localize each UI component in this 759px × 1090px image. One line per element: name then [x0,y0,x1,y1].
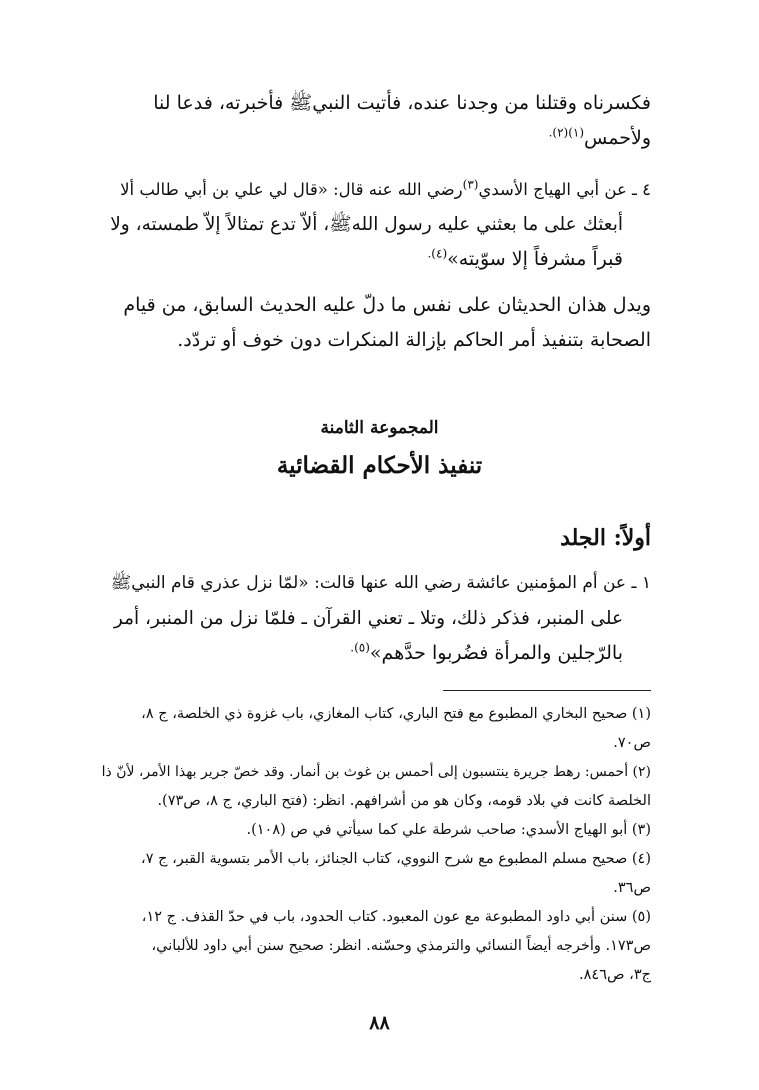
text-line: على المنبر، فذكر ذلك، وتلا ـ تعني القرآن ـ فلمّا نزل من المنبر، أمر [113,608,623,629]
group-title: المجموعة الثامنة [320,418,439,438]
text-fragment: قبراً مشرفاً إلا سوّيته» [447,248,623,270]
page-number: ٨٨ [369,1012,390,1034]
paragraph-hadith-continuation [106,86,651,156]
footnote-reference: (٤). [427,246,448,261]
footnotes-list [103,700,651,990]
text-line [106,121,651,156]
paragraph-hadith-1 [106,566,651,671]
text-fragment: رضي الله عنه قال: «قال لي علي بن أبي طالب ألا [120,180,463,199]
text-fragment: ولأحمس [584,127,651,149]
footnote [103,845,651,903]
footnote-line: (٤) صحيح مسلم المطبوع مع شرح النووي، كتاب الجنائز، باب الأمر بتسوية القبر، ج ٧، [141,851,651,867]
footnote [103,903,651,990]
footnote-line: ص١٧٣. وأخرجه أيضاً النسائي والترمذي وحسّنه. انظر: صحيح سنن أبي داود للألباني، [151,938,651,954]
footnote-line: (٣) أبو الهياج الأسدي: صاحب شرطة علي كما سيأتي في ص (١٠٨). [246,822,651,838]
footnote [103,758,651,816]
paragraph-commentary [106,288,651,358]
footnote-line: ص٣٦. [613,880,651,896]
footnote-line: (٢) أحمس: رهط جريرة ينتسبون إلى أحمس بن غوث بن أنمار. وقد خصّ جرير بهذا الأمر، لأنّ ذا [101,764,651,780]
footnote-line: الخلصة كانت في بلاد قومه، وكان هو من أشرافهم. انظر: (فتح الباري، ج ٨، ص٧٣). [157,793,651,809]
footnote-line: (١) صحيح البخاري المطبوع مع فتح الباري، كتاب المغازي، باب غزوة ذي الخلصة، ج ٨، [141,706,651,722]
footnote-separator [443,690,651,691]
text-fragment: بالرّجلين والمرأة فضُربوا حدَّهم» [369,642,623,664]
text-line [106,172,651,207]
footnote-line: ص٧٠. [613,735,651,751]
text-line [106,636,651,671]
text-line: فكسرناه وقتلنا من وجدنا عنده، فأتيت النبيﷺ فأخبرته، فدعا لنا [153,92,651,114]
section-heading: أولاً: الجلد [560,525,651,551]
text-line [106,242,651,277]
paragraph-hadith-4 [106,172,651,277]
footnote [103,816,651,845]
text-line: ويدل هذان الحديثان على نفس ما دلّ عليه الحديث السابق، من قيام [123,294,651,316]
footnote-reference: (٣) [462,177,479,192]
footnote-reference: (١)(٢). [548,125,585,140]
text-fragment: ٤ ـ عن أبي الهياج الأسدي [478,180,651,199]
footnote-line: (٥) سنن أبي داود المطبوعة مع عون المعبود. كتاب الحدود، باب في حدّ القذف. ج ١٢، [141,909,651,925]
footnote-reference: (٥). [350,640,370,655]
group-heading: تنفيذ الأحكام القضائية [276,452,483,479]
text-line: ١ ـ عن أم المؤمنين عائشة رضي الله عنها قالت: «لمّا نزل عذري قام النبيﷺ [110,573,651,593]
footnote [103,700,651,758]
text-line: أبعثك على ما بعثني عليه رسول اللهﷺ، ألاّ تدع تمثالاً إلاّ طمسته، ولا [110,214,623,235]
text-line: الصحابة بتنفيذ أمر الحاكم بإزالة المنكرات دون خوف أو تردّد. [177,329,651,351]
footnote-line: ج٣، ص٨٤٦. [579,967,651,983]
